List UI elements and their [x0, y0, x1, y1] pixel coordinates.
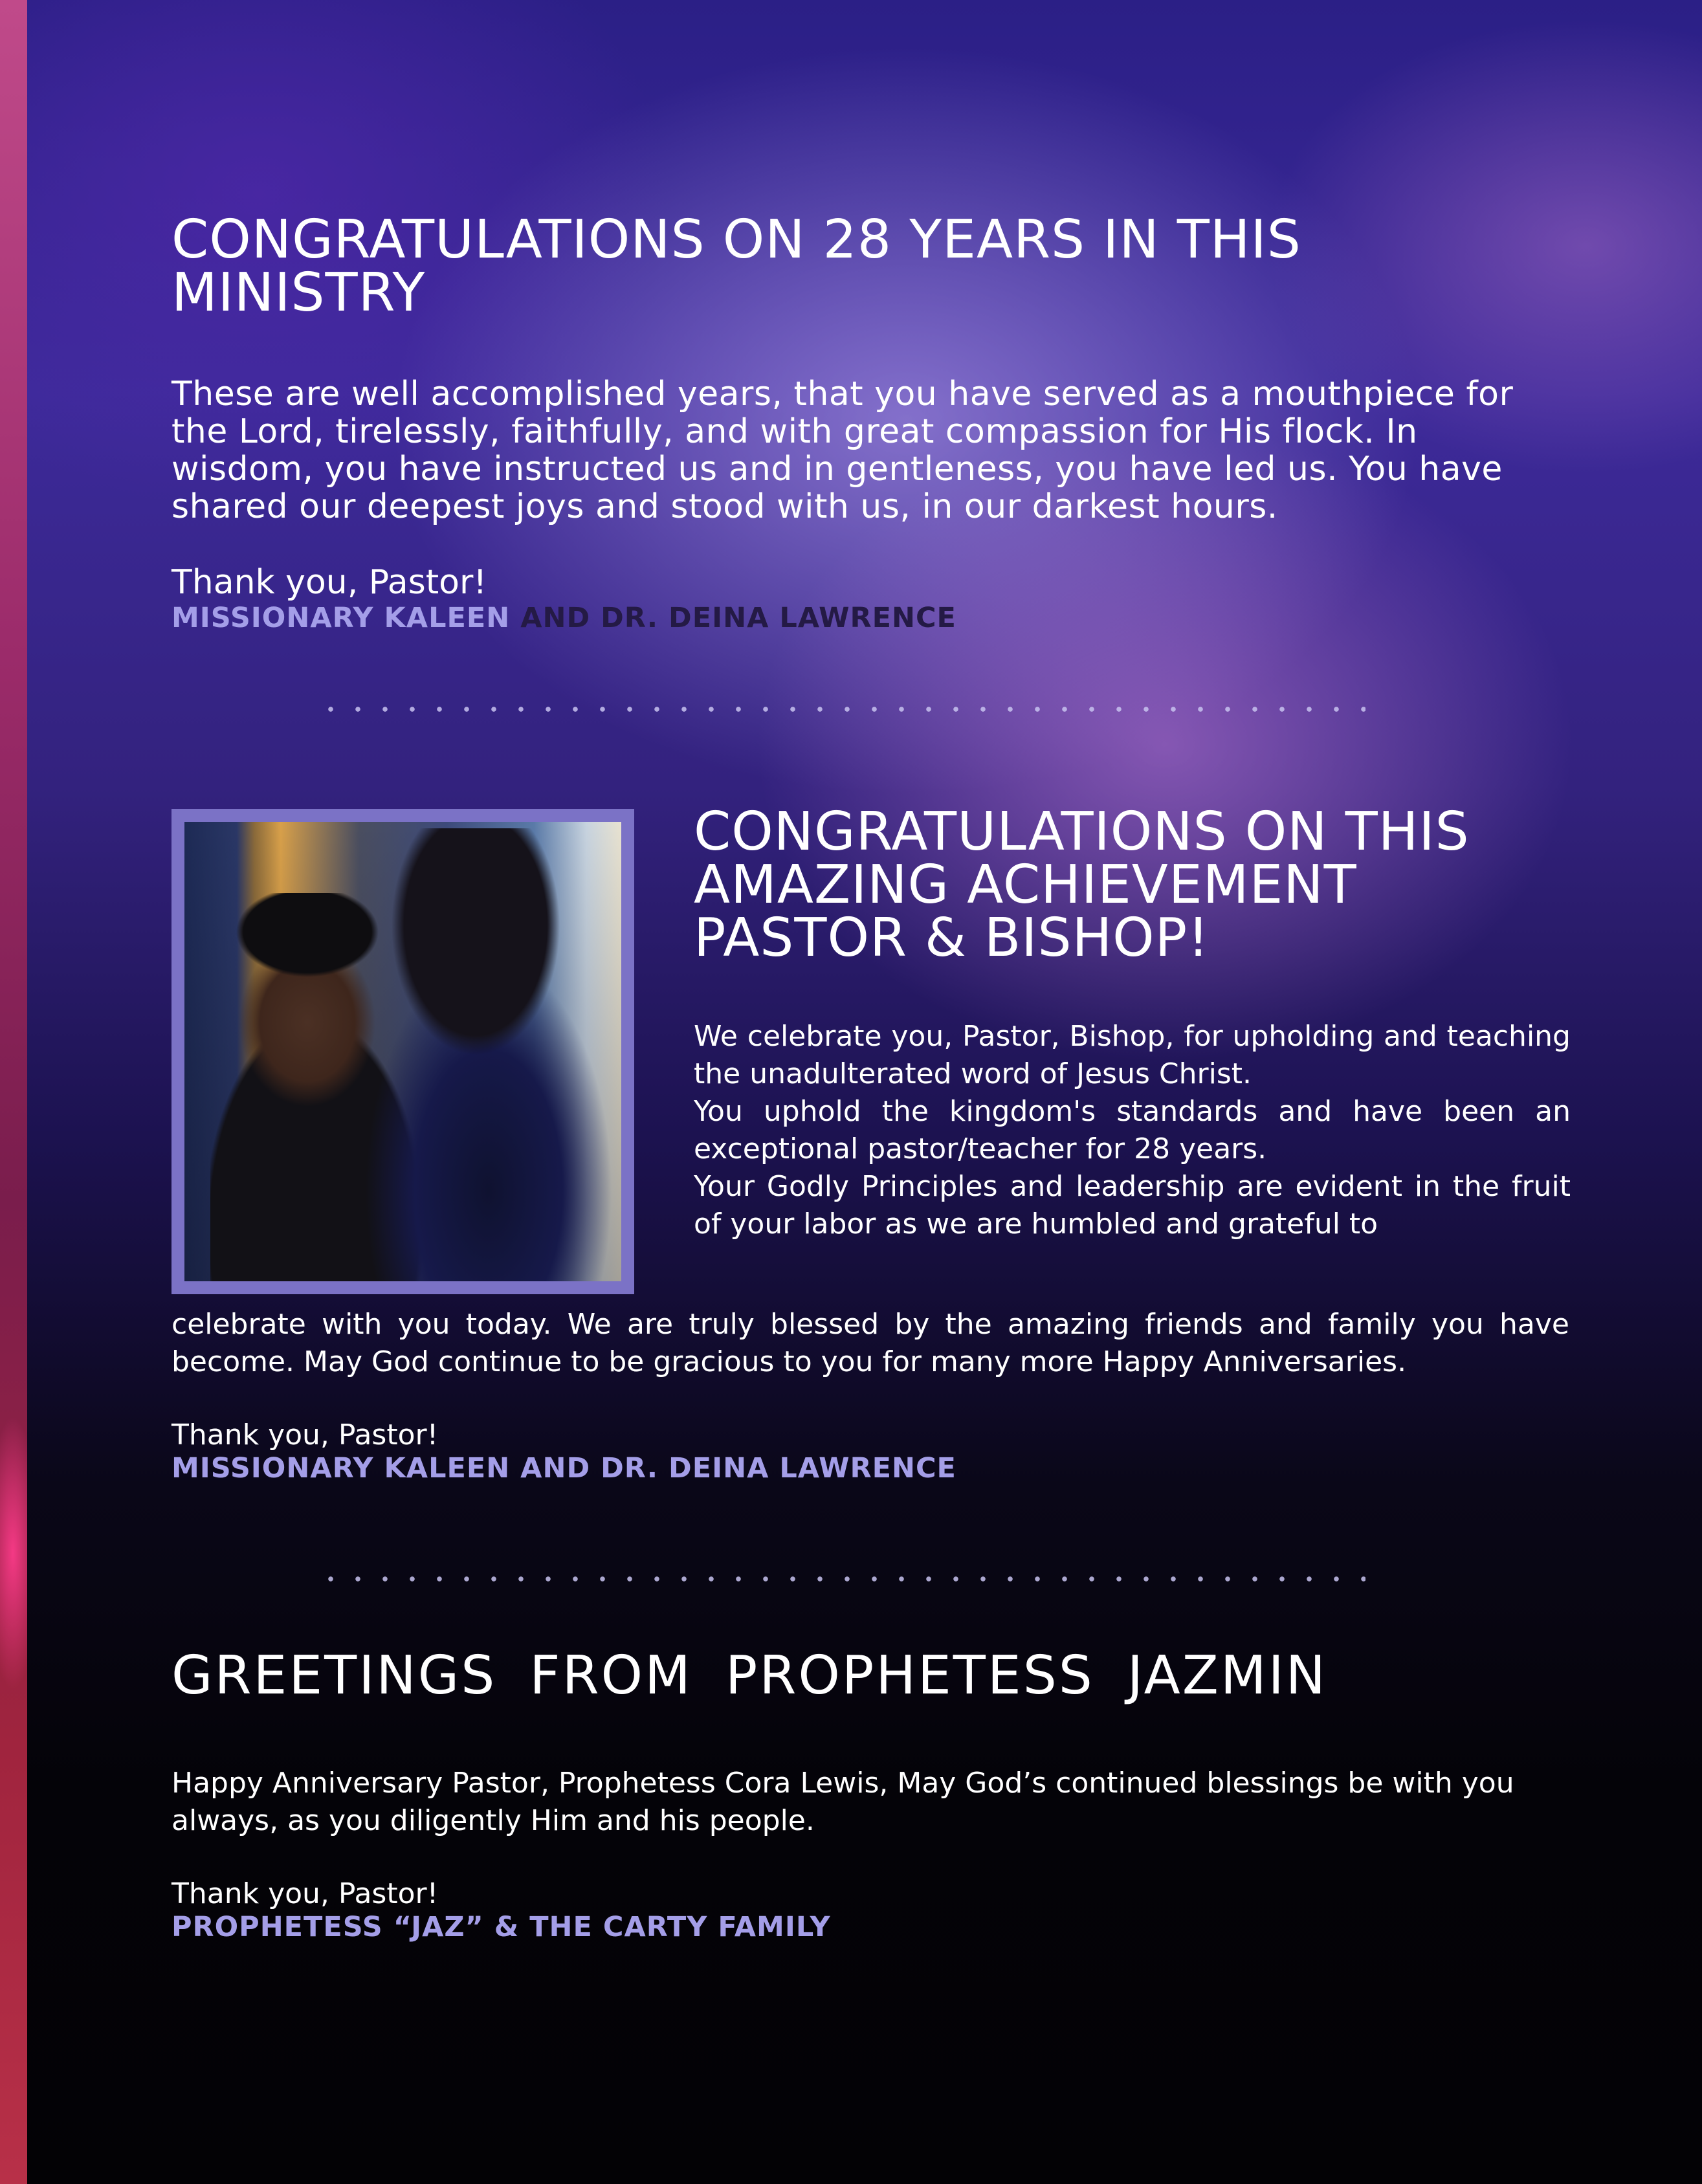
section-greetings: [171, 1647, 1569, 1943]
section2-body-narrow: [694, 1018, 1571, 1243]
section1-heading: CONGRATULATIONS ON 28 YEARS IN THIS MINISTRY: [171, 209, 1301, 324]
section2-heading: CONGRATULATIONS ON THIS AMAZING ACHIEVEMENT PASTOR & BISHOP!: [694, 801, 1470, 969]
section2-signature: MISSIONARY KALEEN AND DR. DEINA LAWRENCE: [171, 1452, 956, 1484]
section2-paragraph3-continued: celebrate with you today. We are truly blessed by the amazing friends and family you have become. May God continue to be gracious to you for many more Happy Anniversaries.: [171, 1308, 1569, 1378]
section2-paragraph3: Your Godly Principles and leadership are evident in the fruit of your labor as we are humbled and grateful to: [694, 1170, 1571, 1241]
section-28-years: [171, 209, 1569, 634]
section3-signature: PROPHETESS “JAZ” & THE CARTY FAMILY: [171, 1911, 831, 1943]
section-achievement: [694, 801, 1571, 1243]
section1-signature-part1: MISSIONARY KALEEN: [171, 602, 511, 634]
photo-two-women: [184, 822, 621, 1281]
photo-frame: [171, 809, 634, 1294]
section2-paragraph2: You uphold the kingdom's standards and have been an exceptional pastor/teacher for 28 years.: [694, 1095, 1571, 1165]
section2-paragraph1: We celebrate you, Pastor, Bishop, for upholding and teaching the unadulterated word of Jesus Christ.: [694, 1020, 1571, 1090]
section3-body: Happy Anniversary Pastor, Prophetess Cora Lewis, May God’s continued blessings be with you always, as you diligently Him and his people.: [171, 1767, 1514, 1837]
dotted-divider-1: [317, 707, 1365, 712]
section2-thanks: Thank you, Pastor!: [171, 1418, 439, 1451]
section1-body: These are well accomplished years, that you have served as a mouthpiece for the Lord, tirelessly, faithfully, and with great compassion for His flock. In wisdom, you have instructed us and in gentleness, you have led us. You have shared our deepest joys and stood with us, in our darkest hours.: [171, 375, 1514, 526]
section1-signature-part2: AND DR. DEINA LAWRENCE: [510, 602, 956, 634]
section-achievement-continued: [171, 1306, 1569, 1484]
section1-signature: [171, 602, 1569, 634]
photo-person-right: [366, 828, 612, 1281]
left-decorative-strip: [0, 0, 27, 2184]
section1-thanks: Thank you, Pastor!: [171, 563, 487, 602]
dotted-divider-2: [317, 1576, 1365, 1582]
section3-heading: GREETINGS FROM PROPHETESS JAZMIN: [171, 1645, 1328, 1706]
section3-thanks: Thank you, Pastor!: [171, 1877, 439, 1910]
